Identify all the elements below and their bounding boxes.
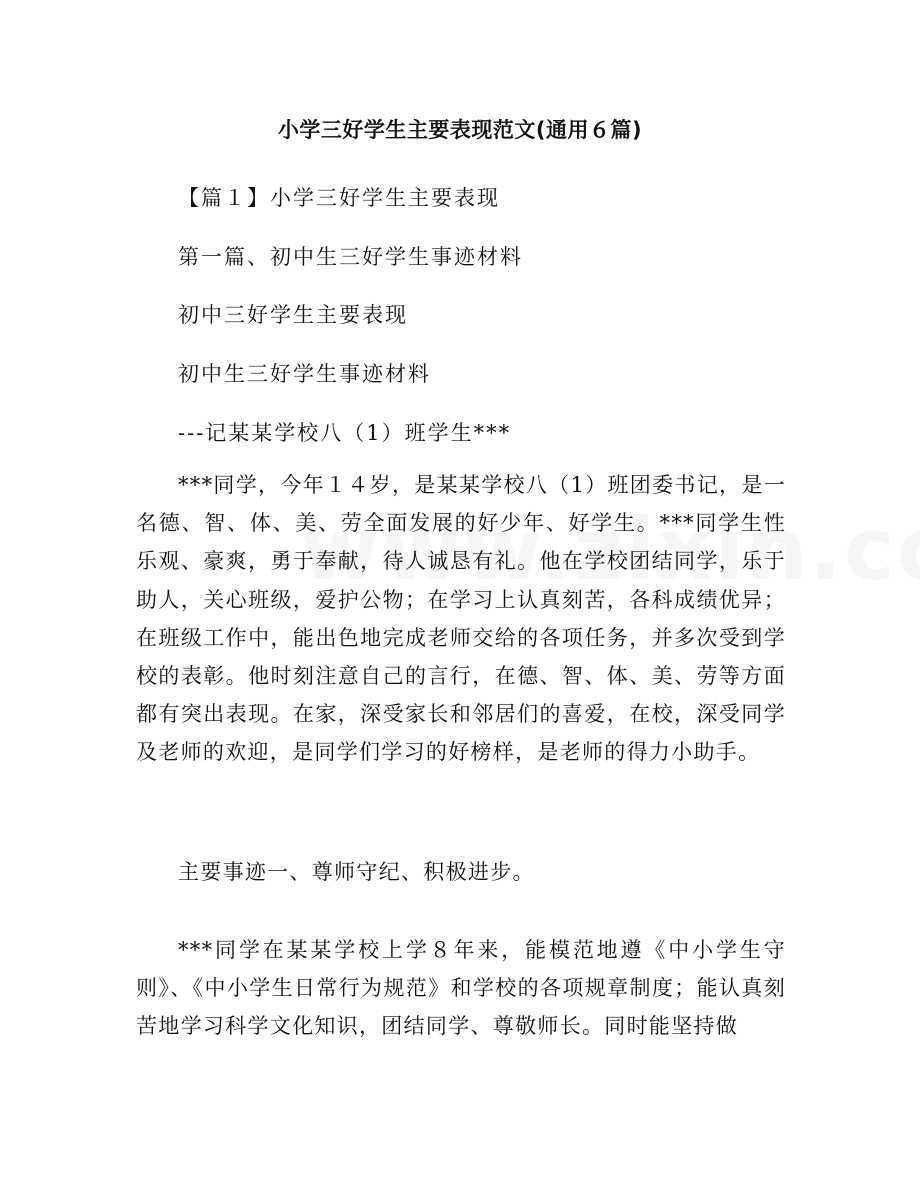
document-title: 小学三好学生主要表现范文(通用６篇) bbox=[277, 118, 643, 142]
byline: ---记某某学校八（1）班学生*** bbox=[178, 421, 512, 445]
body-paragraph-2: 主要事迹一、尊师守纪、积极进步。 bbox=[178, 860, 535, 884]
sub-heading-1: 第一篇、初中生三好学生事迹材料 bbox=[178, 245, 523, 269]
section-heading: 【篇１】小学三好学生主要表现 bbox=[178, 186, 500, 210]
body-paragraph-3: ***同学在某某学校上学８年来，能模范地遵《中小学生守则》、《中小学生日常行为规范》和学校的各项规章制度；能认真刻苦地学习科学文化知识，团结同学、尊敬师长。同时能坚持做 bbox=[136, 938, 786, 1039]
sub-heading-3: 初中生三好学生事迹材料 bbox=[178, 362, 431, 386]
body-paragraph-1: ***同学，今年１４岁，是某某学校八（1）班团委书记，是一名德、智、体、美、劳全面发展的好少年、好学生。***同学生性乐观、豪爽，勇于奉献，待人诚恳有礼。他在学校团结同学，乐于助人，关心班级，爱护公物；在学习上认真刻苦，各科成绩优异；在班级工作中，能出色地完成老师交给的各项任务，并多次受到学校的表彰。他时刻注意自己的言行，在德、智、体、美、劳等方面都有突出表现。在家，深受家长和邻居们的喜爱，在校，深受同学及老师的欢迎，是同学们学习的好榜样，是老师的得力小助手。 bbox=[136, 473, 786, 765]
sub-heading-2: 初中三好学生主要表现 bbox=[178, 303, 408, 327]
